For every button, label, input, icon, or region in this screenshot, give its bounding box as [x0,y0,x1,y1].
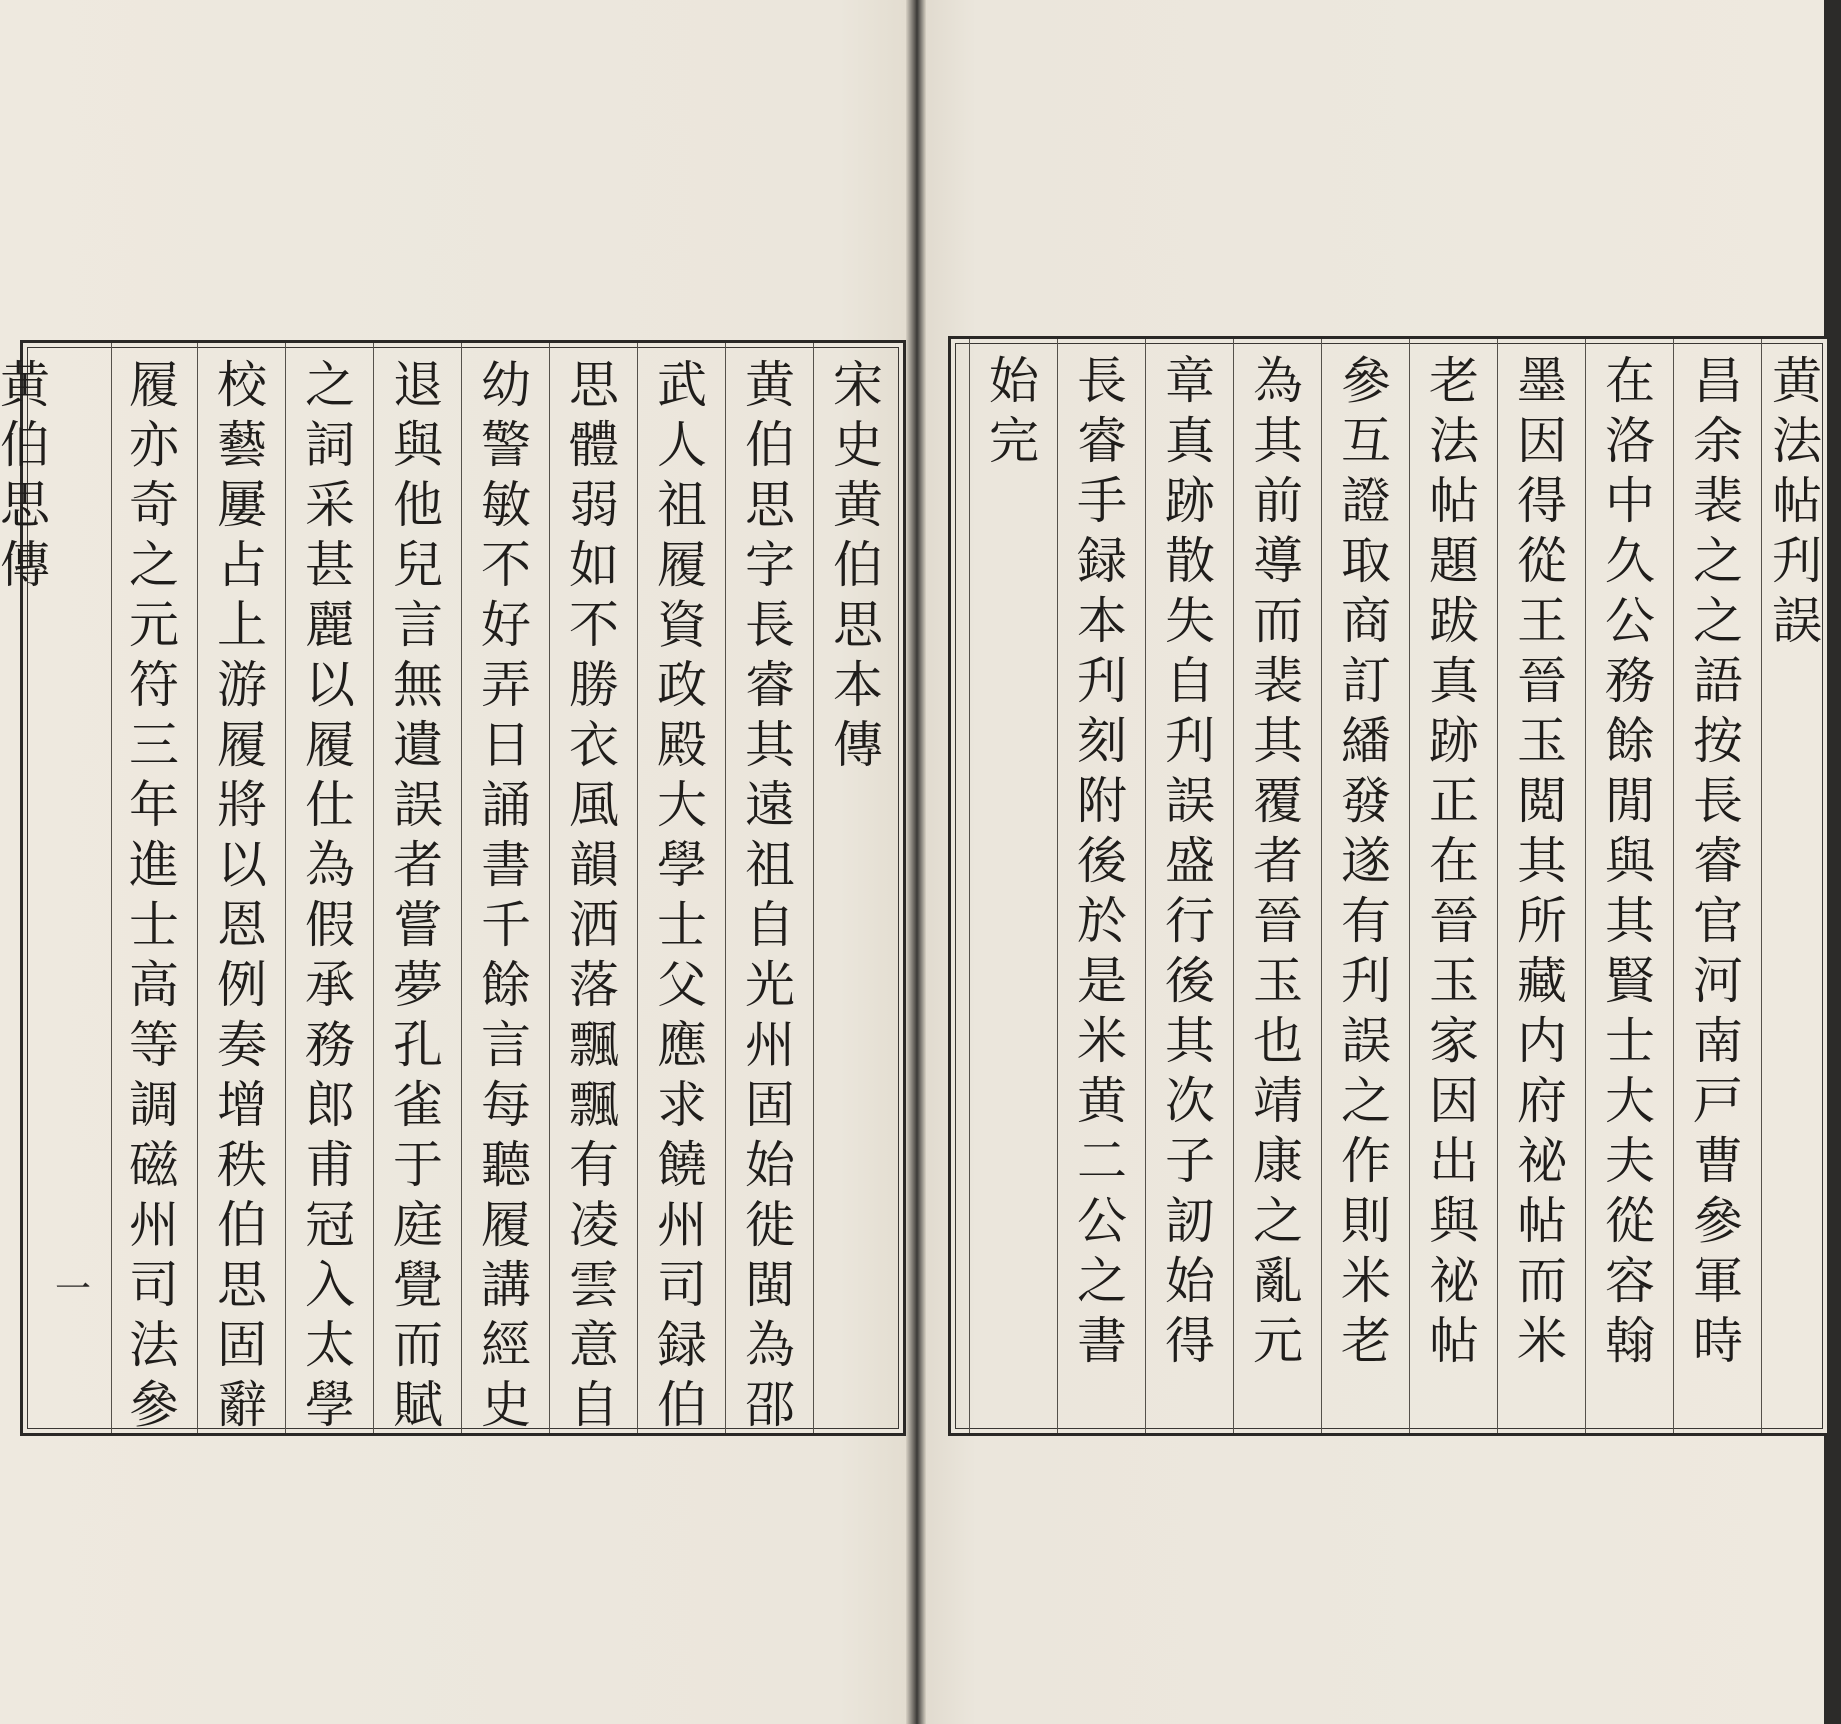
text-column: 為 其 前 導 而 裴 其 覆 者 晉 玉 也 靖 康 之 亂 元 [1253,352,1303,1370]
text-column: 之 詞 采 甚 麗 以 履 仕 為 假 承 務 郎 甫 冠 入 太 學 [305,356,355,1434]
text-column: 黄 伯 思 字 長 睿 其 遠 祖 自 光 州 固 始 徙 閩 為 邵 [745,356,795,1434]
column-rule [1761,339,1762,1433]
left-page-frame [0,340,906,1436]
right-page-frame [948,336,1827,1436]
text-column: 始 完 [989,352,1039,470]
text-column: 墨 因 得 從 王 晉 玉 閲 其 所 藏 内 府 祕 帖 而 米 [1517,352,1567,1370]
text-column: 思 體 弱 如 不 勝 衣 風 韻 洒 落 飄 飄 有 凌 雲 意 自 [569,356,619,1434]
column-rule [285,343,286,1433]
column-rule [1673,339,1674,1433]
column-rule [1321,339,1322,1433]
column-rule [1233,339,1234,1433]
column-rule [461,343,462,1433]
column-rule [373,343,374,1433]
margin-title: 黄 伯 思 傳 [0,356,50,594]
book-gutter [906,0,926,1724]
column-rule [1585,339,1586,1433]
column-rule [969,339,970,1433]
text-column: 幼 警 敏 不 好 弄 日 誦 書 千 餘 言 每 聽 履 講 經 史 [481,356,531,1434]
text-column: 武 人 祖 履 資 政 殿 大 學 士 父 應 求 饒 州 司 録 伯 [657,356,707,1434]
text-column: 校 藝 屢 占 上 游 履 將 以 恩 例 奏 增 秩 伯 思 固 辭 [217,356,267,1434]
page-number: 一 [55,1269,92,1310]
column-rule [725,343,726,1433]
text-column: 昌 余 裴 之 之 語 按 長 睿 官 河 南 戸 曹 參 軍 時 [1693,352,1743,1370]
margin-title: 黄 法 帖 刋 誤 [1772,352,1822,650]
column-rule [813,343,814,1433]
text-column: 在 洛 中 久 公 務 餘 閒 與 其 賢 士 大 夫 從 容 翰 [1605,352,1655,1370]
text-column: 長 睿 手 録 本 刋 刻 附 後 於 是 米 黄 二 公 之 書 [1077,352,1127,1370]
text-column: 履 亦 奇 之 元 符 三 年 進 士 高 等 調 磁 州 司 法 參 [129,356,179,1434]
column-rule [197,343,198,1433]
column-rule [1409,339,1410,1433]
column-rule [1497,339,1498,1433]
column-rule [549,343,550,1433]
text-column: 章 真 跡 散 失 自 刋 誤 盛 行 後 其 次 子 訒 始 得 [1165,352,1215,1370]
column-rule [637,343,638,1433]
text-column: 老 法 帖 題 跋 真 跡 正 在 晉 玉 家 因 出 與 祕 帖 [1429,352,1479,1370]
text-column: 退 與 他 兒 言 無 遺 誤 者 嘗 夢 孔 雀 于 庭 覺 而 賦 [393,356,443,1434]
text-column: 宋 史 黄 伯 思 本 傳 [833,356,883,774]
text-column: 參 互 證 取 商 訂 繙 發 遂 有 刋 誤 之 作 則 米 老 [1341,352,1391,1370]
column-rule [1145,339,1146,1433]
column-rule [1057,339,1058,1433]
